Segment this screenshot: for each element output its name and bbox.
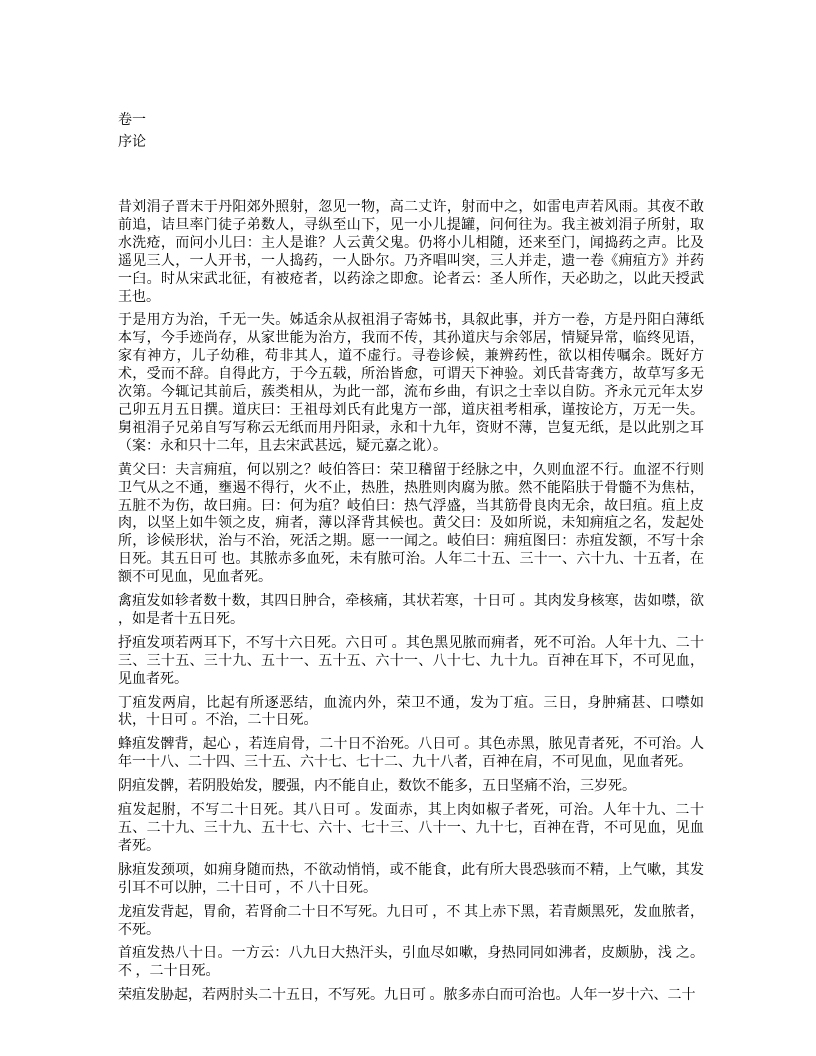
front-matter bbox=[118, 110, 716, 154]
paragraph-ju-fa-qi: 疽发起胕，不写二十日死。其八日可 。发面赤，其上肉如椒子者死，可治。人年十九、二十五、二十九、三十九、五十七、六十、七十三、八十一、九十七，百神在背，不可见血，见血者死。 bbox=[118, 803, 704, 854]
paragraph-ding-ju: 丁疽发两肩，比起有所逐恶结，血流内外，荣卫不通，发为丁疽。三日，身肿痛甚、口噤如 状，十日可 。不治，二十日死。 bbox=[118, 695, 704, 729]
section-title: 序论 bbox=[118, 135, 146, 150]
document-body bbox=[118, 199, 704, 1005]
paragraph-huangfu-dialogue: 黄父曰：夫言痈疽，何以别之？岐伯答曰：荣卫稽留于经脉之中，久则血涩不行。血涩不行则卫气从之不通，壅遏不得行，火不止，热胜，热胜则肉腐为脓。然不能陷肤于骨髓不为焦枯，五脏不为伤，故曰痈。曰：何为疽？岐伯曰：热气浮盛，当其筋骨良肉无余，故曰疽。疽上皮肉，以坚上如牛领之皮，痈者，薄以泽背其候也。黄父曰：及如所说，未知痈疽之名，发起处所，诊候形状，治与不治，死活之期。愿一一闻之。岐伯曰：痈疽图曰：赤疽发额，不写十余日死。其五日可 也。其脓赤多血死，未有脓可治。人年二十五、三十一、六十九、十五者，在额不可见血，见血者死。 bbox=[118, 462, 704, 586]
paragraph-preface-colophon: 于是用方为治，千无一失。姊适余从叔祖涓子寄姊书，具叙此事，并方一卷，方是丹阳白薄纸本写，今手迹尚存，从家世能为治方，我而不传，其孙道庆与余邻居，情疑异常，临终见语，家有神方，儿子幼稚，苟非其人，道不虚行。寻卷诊候，兼辨药性，欲以相传嘱余。既好方术，受而不辞。自得此方，于今五载，所治皆愈，可谓天下神验。刘氏昔寄龚方，故草写多无次第。今辄记其前后，蔟类相从，为此一部，流布乡曲，有识之士幸以自防。齐永元元年太岁己卯五月五日撰。道庆曰：王祖母刘氏有此鬼方一部，道庆祖考相承，谨按论方，万无一失。舅祖涓子兄弟自写写称云无纸而用丹阳录，永和十九年，资财不薄，岂复无纸，是以此别之耳（案：永和只十二年，且去宋武甚远，疑元嘉之讹）。 bbox=[118, 313, 704, 454]
paragraph-shu-ju: 抒疽发项若两耳下，不写十六日死。六日可 。其色黑见脓而痈者，死不可治。人年十九、二十三、三十五、三十九、五十一、五十五、六十一、八十七、九十九。百神在耳下，不可见血，见血者死。 bbox=[118, 635, 704, 687]
paragraph-origin-story: 昔刘涓子晋末于丹阳郊外照射，忽见一物，高二丈许，射而中之，如雷电声若风雨。其夜不敢前追，诘旦率门徒子弟数人，寻纵至山下，见一小儿提罐，问何往为。我主被刘涓子所射，取水洗疮，而问小儿曰：主人是谁？人云黄父鬼。仍将小儿相随，还来至门，闻捣药之声。比及遥见三人，一人开书，一人捣药，一人卧尔。乃齐唱叫突，三人并走，遗一卷《痈疽方》并药一臼。时从宋武北征，有被疮者，以药涂之即愈。论者云：圣人所作，天必助之，以此天授武王也。 bbox=[118, 200, 704, 305]
paragraph-rong-ju: 荣疽发胁起，若两肘头二十五日，不写死。九日可 。脓多赤白而可治也。人年一岁十六、二十 bbox=[118, 988, 696, 1004]
paragraph-yin-ju: 阴疽发髀，若阴股始发，腰强，内不能自止，数饮不能多，五日坚痛不治，三岁死。 bbox=[118, 779, 636, 795]
volume-title: 卷一 bbox=[118, 113, 146, 128]
paragraph-mai-ju: 脉疽发颈项，如痈身随而热，不欲动悄悄，或不能食，此有所大畏恐骇而不精，上气嗽，其发引耳不可以肿，二十日可 ，不 八十日死。 bbox=[118, 862, 704, 896]
paragraph-shou-ju: 首疽发热八十日。一方云：八九日大热汗头，引血尽如嗽，身热同同如沸者，皮颇胁，浅 之。不 ，二十日死。 bbox=[118, 946, 704, 980]
paragraph-long-ju: 龙疽发背起，胃俞，若肾俞二十日不写死。九日可 ，不 其上赤下黑，若青颇黑死，发血脓者，不死。 bbox=[118, 904, 704, 938]
paragraph-qin-ju: 禽疽发如轸者数十数，其四日肿合，牵核痛，其状若寒，十日可 。其肉发身核寒，齿如噤，欲 ，如是者十五日死。 bbox=[118, 594, 704, 627]
paragraph-feng-ju: 蜂疽发髀背，起心 ，若连肩骨，二十日不治死。八日可 。其色赤黑，脓见青者死，不可治。人年一十八、二十四、三十五、六十七、七十二、九十八者，百神在肩，不可见血，见血者死。 bbox=[118, 737, 704, 771]
